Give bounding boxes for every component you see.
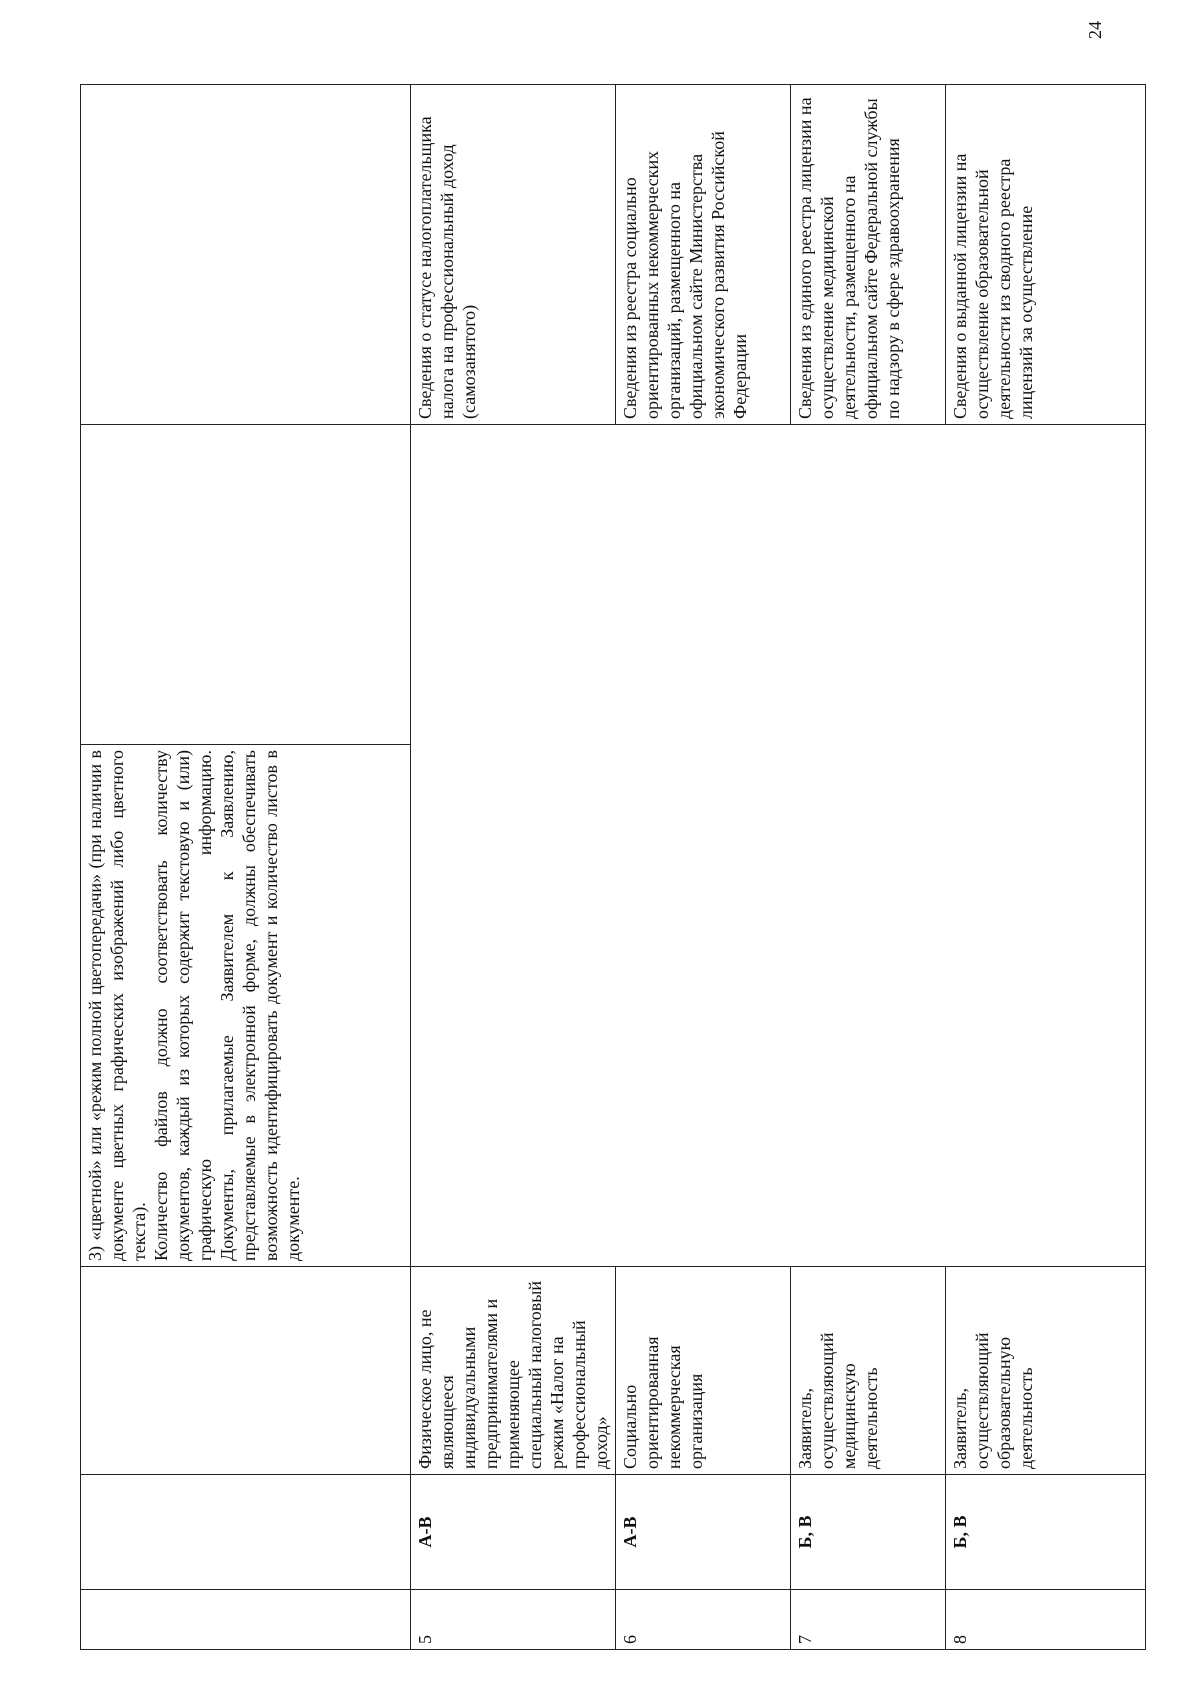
row-applicant: Физическое лицо, не являющееся индивидуальными предпринимателями и применяющее специальный налоговый режим «Налог на профессиональный доход» — [411, 1267, 616, 1475]
row-category: Б, В — [946, 1475, 1146, 1590]
table-row-continuation — [81, 85, 411, 1650]
row-category: Б, В — [791, 1475, 946, 1590]
requirement-text-3: Документы, прилагаемые Заявителем к Заявлению, представляемые в электронной форме, должны обеспечивать возможность идентифицировать документ и количество листов в документе. — [217, 750, 303, 1261]
cell-document-empty — [81, 1267, 411, 1475]
row-number: 6 — [616, 1590, 791, 1650]
row-number: 8 — [946, 1590, 1146, 1650]
row-applicant: Заявитель, осуществляющий образовательную деятельность — [946, 1267, 1146, 1475]
cell-merged-empty — [411, 425, 1146, 1267]
cell-requirements — [81, 745, 411, 1267]
page-number: 24 — [1085, 21, 1105, 39]
cell-num-empty — [81, 1590, 411, 1650]
document-table — [80, 84, 1146, 1650]
rotated-page — [80, 21, 1110, 1650]
row-document: Сведения о выданной лицензии на осуществление образовательной деятельности из сводного реестра лицензий за осуществление — [946, 85, 1146, 425]
table-row — [411, 85, 616, 1650]
cell-category-empty — [81, 1475, 411, 1590]
row-number: 5 — [411, 1590, 616, 1650]
row-category: А-В — [411, 1475, 616, 1590]
requirement-text-2: Количество файлов должно соответствовать количеству документов, каждый из которых содержит текстовую и (или) графическую информацию. — [151, 750, 215, 1261]
cell-applicant-empty — [81, 85, 411, 425]
row-number: 7 — [791, 1590, 946, 1650]
row-document: Сведения из реестра социально ориентированных некоммерческих организаций, размещенного на официальном сайте Министерства экономического развития Российской Федерации — [616, 85, 791, 425]
row-category: А-В — [616, 1475, 791, 1590]
row-document: Сведения о статусе налогоплательщика налога на профессиональный доход (самозанятого) — [411, 85, 616, 425]
cell-empty — [81, 425, 411, 745]
row-applicant: Социально ориентированная некоммерческая организация — [616, 1267, 791, 1475]
requirement-text-1: 3) «цветной» или «режим полной цветопередачи» (при наличии в документе цветных графических изображений либо цветного текста). — [85, 750, 149, 1261]
row-applicant: Заявитель, осуществляющий медицинскую деятельность — [791, 1267, 946, 1475]
row-document: Сведения из единого реестра лицензии на осуществление медицинской деятельности, размещенного на официальном сайте Федеральной службы по надзору в сфере здравоохранения — [791, 85, 946, 425]
